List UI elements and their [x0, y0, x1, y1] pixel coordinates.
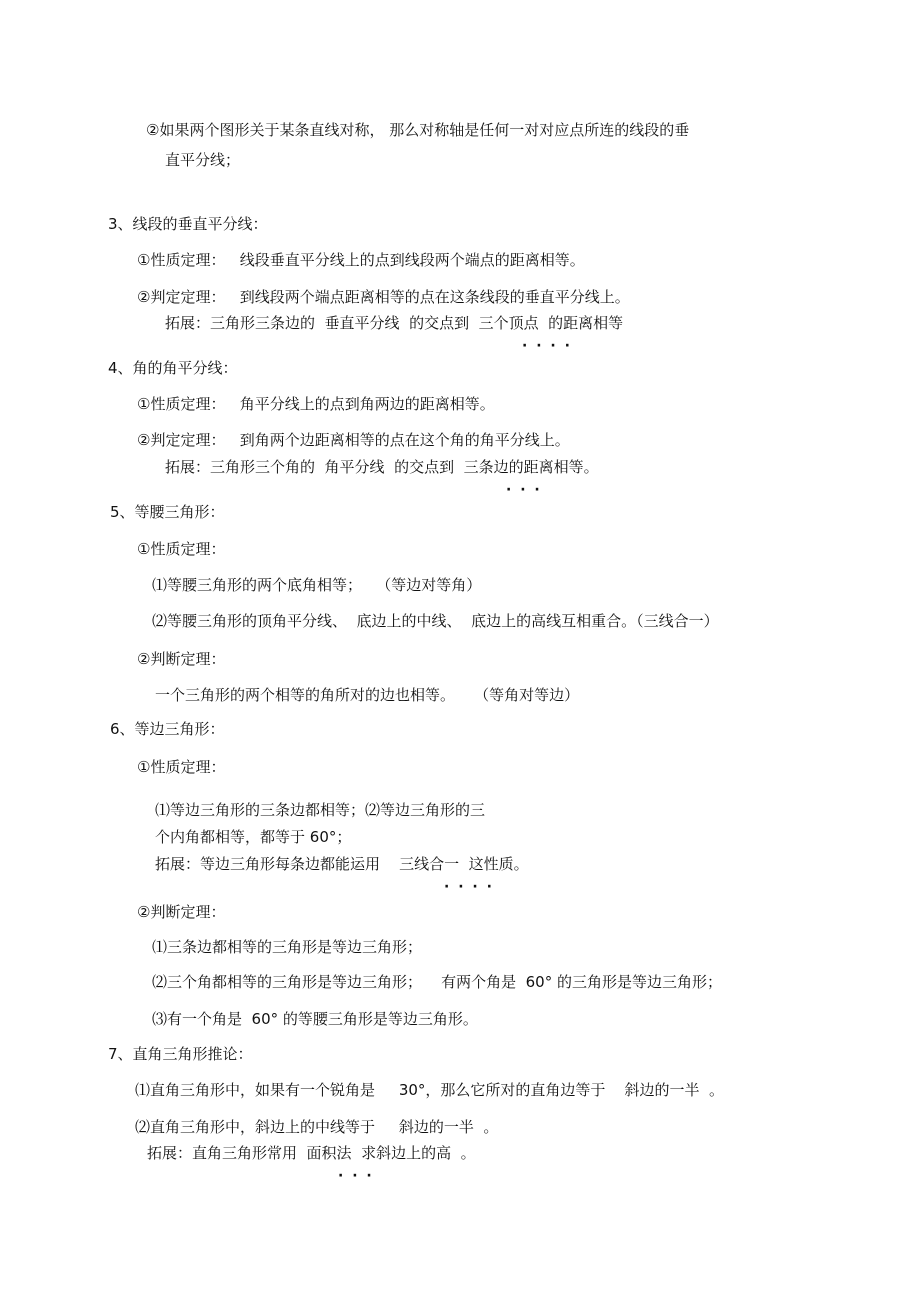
section-3-extension: 拓展：三角形三条边的 垂直平分线 的交点到 三个顶点 的距离相等: [165, 314, 624, 332]
section-5-judgement: ②判断定理：: [137, 650, 226, 668]
symmetry-axis-property-line2: 直平分线；: [165, 151, 241, 169]
section-6-title: 6、等边三角形：: [110, 720, 225, 738]
section-3-judgement: ②判定定理： 到线段两个端点距离相等的点在这条线段的垂直平分线上。: [137, 288, 630, 306]
section-3-property: ①性质定理： 线段垂直平分线上的点到线段两个端点的距离相等。: [137, 251, 585, 269]
section-6-property-1: ⑴等边三角形的三条边都相等；⑵等边三角形的三: [155, 801, 486, 819]
section-4-title: 4、角的角平分线：: [108, 359, 238, 377]
section-7-corollary-2: ⑵直角三角形中，斜边上的中线等于 斜边的一半 。: [135, 1118, 499, 1136]
section-5-judgement-1: 一个三角形的两个相等的角所对的边也相等。 （等角对等边）: [155, 686, 580, 704]
section-5-property-2: ⑵等腰三角形的顶角平分线、 底边上的中线、 底边上的高线互相重合。（三线合一）: [152, 612, 719, 630]
section-5-property-1: ⑴等腰三角形的两个底角相等； （等边对等角）: [152, 576, 482, 594]
symmetry-axis-property-line1: ②如果两个图形关于某条直线对称， 那么对称轴是任何一对对应点所连的线段的垂: [146, 121, 690, 139]
section-4-extension: 拓展：三角形三个角的 角平分线 的交点到 三条边的距离相等。: [165, 458, 599, 476]
section-6-property: ①性质定理：: [137, 758, 226, 776]
section-7-title: 7、直角三角形推论：: [108, 1045, 253, 1063]
section-6-judgement: ②判断定理：: [137, 903, 226, 921]
section-6-property-2: 个内角都相等，都等于 60°；: [155, 828, 352, 846]
section-4-emphasis-dots: · · ·: [506, 482, 542, 498]
section-6-judgement-1: ⑴三条边都相等的三角形是等边三角形；: [152, 938, 423, 956]
section-5-property: ①性质定理：: [137, 540, 226, 558]
section-3-title: 3、线段的垂直平分线：: [108, 215, 268, 233]
section-6-emphasis-dots: · · · ·: [444, 879, 494, 895]
section-6-extension: 拓展：等边三角形每条边都能运用 三线合一 这性质。: [155, 855, 529, 873]
section-5-title: 5、等腰三角形：: [110, 503, 225, 521]
section-6-judgement-3: ⑶有一个角是 60° 的等腰三角形是等边三角形。: [152, 1010, 478, 1028]
section-7-emphasis-dots: · · ·: [338, 1168, 374, 1184]
section-4-property: ①性质定理： 角平分线上的点到角两边的距离相等。: [137, 395, 495, 413]
section-3-emphasis-dots: · · · ·: [522, 338, 572, 354]
section-6-judgement-2: ⑵三个角都相等的三角形是等边三角形； 有两个角是 60° 的三角形是等边三角形；: [152, 973, 722, 991]
section-7-extension: 拓展：直角三角形常用 面积法 求斜边上的高 。: [147, 1144, 476, 1162]
section-4-judgement: ②判定定理： 到角两个边距离相等的点在这个角的角平分线上。: [137, 431, 570, 449]
section-7-corollary-1: ⑴直角三角形中，如果有一个锐角是 30°，那么它所对的直角边等于 斜边的一半 。: [135, 1081, 725, 1099]
